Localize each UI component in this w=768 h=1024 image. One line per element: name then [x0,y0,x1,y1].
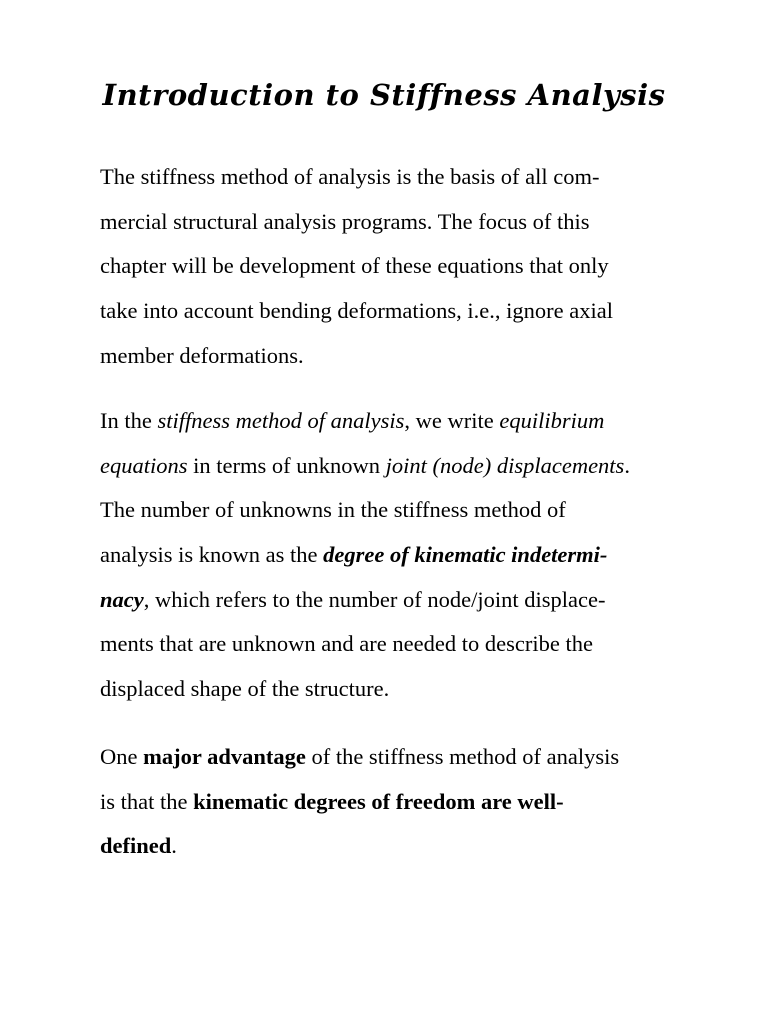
text-run: , we write [404,408,500,433]
page-title: Introduction to Stiffness Analysis [102,78,666,112]
text-run: . [624,452,630,478]
text-run: of the stiffness method of analysis [305,744,620,769]
paragraph-stiffness-method [100,399,720,712]
text-line: The stiffness method of analysis is the basis of all com- [100,164,600,189]
text-line [100,578,720,623]
text-run: , which refers to the number of node/joint displace- [143,586,606,612]
text-line [100,444,720,489]
bold-term: defined [100,833,172,859]
text-run: In the [100,408,158,433]
bold-term: major advantage [143,744,306,769]
text-line: displaced shape of the structure. [100,676,390,702]
emphasis-term: equilibrium [499,408,605,433]
text-line: mercial structural analysis programs. The focus of this [100,208,590,234]
key-term: degree of kinematic indetermi- [323,542,608,568]
text-line [100,824,720,869]
paragraph-intro [100,155,720,378]
emphasis-term: stiffness method of analysis [157,408,405,433]
text-line: chapter will be development of these equations that only [100,253,609,279]
text-run: in terms of unknown [187,452,386,478]
text-run: analysis is known as the [100,542,324,568]
text-line [100,780,720,825]
text-line: member deformations. [100,342,304,368]
text-line: take into account bending deformations, i.e., ignore axial [100,298,613,324]
emphasis-term: joint (node) displacements [385,452,625,478]
text-run: is that the [100,788,194,814]
text-line [100,399,720,444]
paragraph-advantage [100,735,720,869]
text-run: One [100,744,144,769]
bold-term: kinematic degrees of freedom are well- [193,788,564,814]
emphasis-term: equations [100,452,188,478]
text-line [100,533,720,578]
text-line: ments that are unknown and are needed to describe the [100,631,593,657]
text-line [100,735,720,780]
text-line: The number of unknowns in the stiffness method of [100,497,566,523]
text-run: . [171,833,177,859]
key-term: nacy [100,586,144,612]
